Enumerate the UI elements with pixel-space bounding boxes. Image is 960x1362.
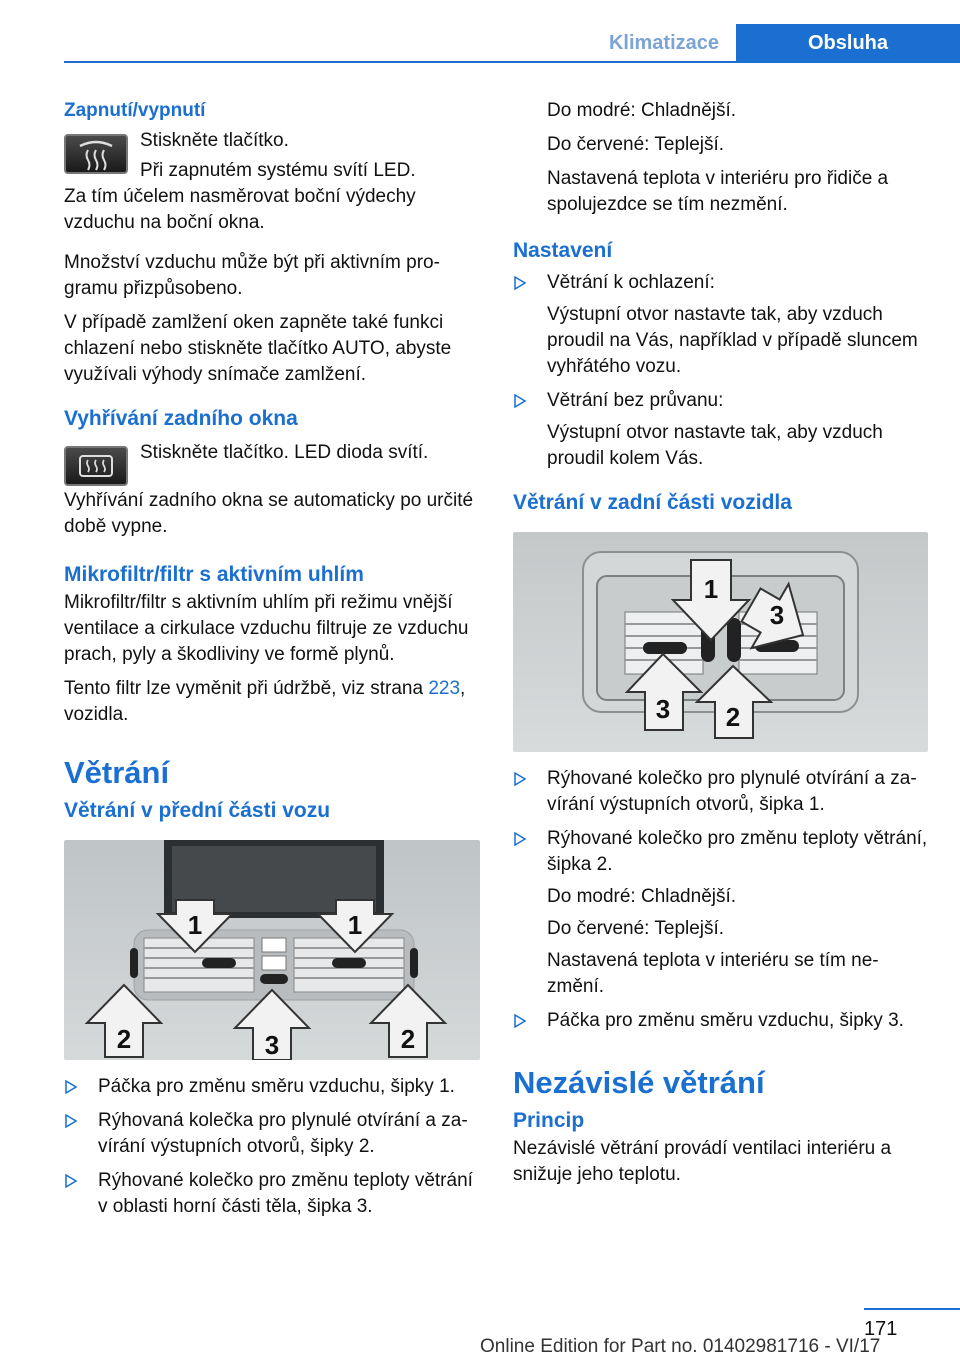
heading-independent-ventilation: Nezávislé větrání (513, 1065, 765, 1100)
paragraph-side-vents: Za tím účelem nasměrovat boční výdechy vzduchu na boční okna. (64, 186, 416, 233)
left-column (64, 98, 484, 1228)
triangle-bullet-icon (513, 394, 527, 408)
rear-item-2-sub3: Nastavená teplota v interiéru se tím nezmění. (547, 950, 879, 997)
rear-defrost-icon (64, 446, 128, 486)
triangle-bullet-icon (64, 1080, 78, 1094)
on-text-2: Při zapnutém systému svítí LED. (140, 160, 416, 181)
rear-list (513, 766, 928, 1034)
defrost-button-row (64, 128, 484, 184)
footer-edition: Online Edition for Part no. 01402981716 - VI/17 (480, 1336, 881, 1357)
temperature-notes (513, 98, 928, 218)
front-label-1b: 1 (347, 910, 363, 940)
rear-label-2: 2 (725, 702, 741, 732)
set-item-2-sub: Výstupní otvor nastavte tak, aby vzduch proudil kolem Vás. (547, 422, 883, 469)
front-defrost-icon (64, 134, 128, 174)
on-text-1: Stiskněte tlačítko. (140, 130, 289, 151)
rear-vents-image (513, 532, 928, 752)
triangle-bullet-icon (513, 276, 527, 290)
set-item-1-sub: Výstupní otvor nastavte tak, aby vzduch proudil na Vás, například v případě sluncem vyhřátého vozu. (547, 304, 918, 377)
heading-rear-window-heating: Vyhřívání zadního okna (64, 407, 298, 430)
paragraph-filter-replace (64, 676, 484, 728)
footer-rule (864, 1308, 960, 1310)
rear-item-2-sub1: Do modré: Chladnější. (547, 886, 737, 907)
front-item-3: Rýhované kolečko pro změnu teploty větrání v oblasti horní části těla, šipka 3. (98, 1170, 473, 1217)
rear-text-2: Vyhřívání zadního okna se automaticky po určité době vypne. (64, 490, 474, 537)
front-item-2: Rýhovaná kolečka pro plynulé otvírání a zavírání výstupních otvorů, šipky 2. (98, 1110, 468, 1157)
triangle-bullet-icon (513, 1014, 527, 1028)
heading-ventilation: Větrání (64, 755, 170, 790)
tab-obsluha-label: Obsluha (807, 31, 888, 54)
rear-item-1: Rýhované kolečko pro plynulé otvírání a zavírání výstupních otvorů, šipka 1. (547, 768, 917, 815)
heading-front-ventilation: Větrání v přední části vozu (64, 799, 331, 822)
triangle-bullet-icon (64, 1114, 78, 1128)
paragraph-filter: Mikrofiltr/filtr s aktivním uhlím při režimu vnější ventilace a cirkulace vzduchu filtruje ze vzduchu prach, pyly a škodliviny ve formě plynů. (64, 592, 469, 665)
heading-principle: Princip (513, 1109, 585, 1132)
rear-item-2-sub2: Do červené: Teplejší. (547, 918, 725, 939)
list-item (513, 766, 928, 818)
list-item (513, 1008, 928, 1034)
page-number: 171 (864, 1318, 898, 1340)
note-temp: Nastavená teplota v interiéru pro řidiče a spolujezdce se tím nezmění. (547, 168, 889, 215)
tab-obsluha[interactable] (736, 24, 960, 62)
front-label-2b: 2 (400, 1024, 416, 1054)
front-list (64, 1074, 484, 1220)
list-item (64, 1074, 484, 1100)
rear-label-3a: 3 (769, 600, 785, 630)
set-item-2-title: Větrání bez průvanu: (547, 390, 724, 411)
paragraph-air-amount: Množství vzduchu může být při aktivním programu přizpůsobeno. (64, 252, 440, 299)
right-column (513, 98, 928, 1196)
front-label-3: 3 (264, 1030, 280, 1060)
paragraph-principle: Nezávislé větrání provádí ventilaci interiéru a snižuje jeho teplotu. (513, 1138, 892, 1185)
triangle-bullet-icon (64, 1174, 78, 1188)
settings-list (513, 270, 928, 472)
list-item (64, 1168, 484, 1220)
front-label-1a: 1 (187, 910, 203, 940)
heading-microfilter: Mikrofiltr/filtr s aktivním uhlím (64, 563, 364, 586)
list-item (513, 270, 928, 380)
triangle-bullet-icon (513, 772, 527, 786)
filter-replace-text-a: Tento filtr lze vyměnit při údržbě, viz strana (64, 678, 429, 699)
tab-klimatizace-label: Klimatizace (608, 31, 720, 54)
rear-text-1: Stiskněte tlačítko. LED dioda svítí. (140, 442, 429, 463)
set-item-1-title: Větrání k ochlazení: (547, 272, 715, 293)
note-red: Do červené: Teplejší. (547, 134, 725, 155)
rear-label-1: 1 (703, 574, 719, 604)
tab-klimatizace[interactable] (592, 24, 736, 62)
heading-rear-ventilation: Větrání v zadní části vozidla (513, 491, 792, 514)
front-vents-image (64, 840, 480, 1060)
list-item (513, 388, 928, 472)
rear-defrost-button-row (64, 440, 484, 492)
note-blue: Do modré: Chladnější. (547, 100, 737, 121)
list-item (513, 826, 928, 1000)
heading-settings: Nastavení (513, 239, 613, 262)
front-label-2a: 2 (116, 1024, 132, 1054)
heading-on-off: Zapnutí/vypnutí (64, 100, 206, 121)
list-item (64, 1108, 484, 1160)
front-item-1: Páčka pro změnu směru vzduchu, šipky 1. (98, 1076, 455, 1097)
rear-label-3b: 3 (655, 694, 671, 724)
filter-replace-text-b: , vozidla. (64, 678, 466, 725)
triangle-bullet-icon (513, 832, 527, 846)
paragraph-fogging: V případě zamlžení oken zapněte také funkci chlazení nebo stiskněte tlačítko AUTO, abyste využívali výhody snímače zamlžení. (64, 312, 452, 385)
rear-item-2: Rýhované kolečko pro změnu teploty větrání, šipka 2. (547, 828, 928, 875)
header-rule (64, 61, 960, 63)
rear-item-3: Páčka pro změnu směru vzduchu, šipky 3. (547, 1010, 904, 1031)
page-link-223[interactable]: 223 (428, 678, 461, 699)
